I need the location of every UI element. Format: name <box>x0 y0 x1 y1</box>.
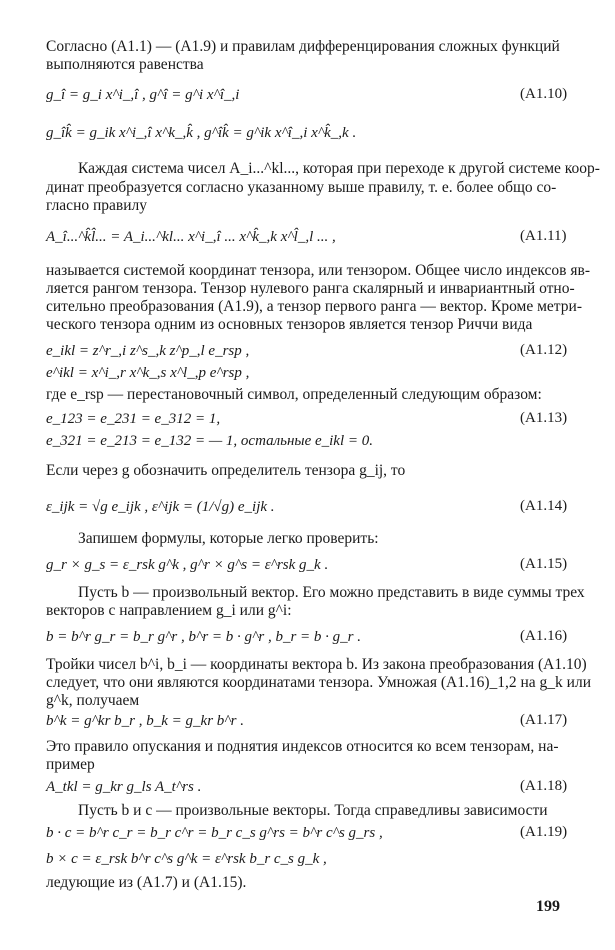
text-line: Каждая система чисел A_i...^kl..., которая при переходе к другой системе коор- <box>78 160 600 177</box>
formula: e^ikl = x^i_,r x^k_,s x^l_,p e^rsp , <box>46 365 250 381</box>
formula: e_321 = e_213 = e_132 = — 1, остальные e_ikl = 0. <box>46 433 373 449</box>
text-line: называется системой координат тензора, или тензором. Общее число индексов яв- <box>46 262 590 279</box>
formula: ε_ijk = √g e_ijk , ε^ijk = (1/√g) e_ijk . <box>46 499 275 515</box>
text-line: Пусть b — произвольный вектор. Его можно представить в виде суммы трех <box>78 584 585 601</box>
formula: e_ikl = z^r_,i z^s_,k z^p_,l e_rsp , <box>46 343 250 359</box>
equation-number: (A1.11) <box>520 228 567 244</box>
equation-number: (A1.19) <box>520 824 568 840</box>
equation-number: (A1.16) <box>520 628 568 644</box>
formula: b · c = b^r c_r = b_r c^r = b_r c_s g^rs = b^r c^s g_rs , <box>46 825 383 841</box>
text-line: Пусть b и c — произвольные векторы. Тогда справедливы зависимости <box>78 802 548 819</box>
formula: b × c = ε_rsk b^r c^s g^k = ε^rsk b_r c_s g_k , <box>46 851 327 867</box>
formula: g_î = g_i x^i_,î , g^î = g^i x^î_,i <box>46 87 240 103</box>
text-line: динат преобразуется согласно указанному выше правилу, т. е. более общо со- <box>46 179 557 196</box>
formula: A_tkl = g_kr g_ls A_t^rs . <box>46 779 202 795</box>
formula: b^k = g^kr b_r , b_k = g_kr b^r . <box>46 713 244 729</box>
text-line: Согласно (A1.1) — (A1.9) и правилам дифференцирования сложных функций <box>46 38 560 55</box>
text-line: g^k, получаем <box>46 692 140 709</box>
text-line: ляется рангом тензора. Тензор нулевого ранга скалярный и инвариантный отно- <box>46 280 575 297</box>
formula: g_îk̂ = g_ik x^i_,î x^k_,k̂ , g^îk̂ = g^ik x^î_,i x^k̂_,k . <box>46 125 357 141</box>
text-line: ческого тензора одним из основных тензоров является тензор Риччи вида <box>46 316 533 333</box>
text-line: пример <box>46 756 95 773</box>
text-line: следует, что они являются координатами тензора. Умножая (A1.16)_1,2 на g_k или <box>46 674 591 691</box>
text-line: Если через g обозначить определитель тензора g_ij, то <box>46 462 406 479</box>
text-line: сительно преобразования (A1.9), а тензор первого ранга — вектор. Кроме метри- <box>46 298 582 315</box>
text-line: выполняются равенства <box>46 56 204 73</box>
text-line: гласно правилу <box>46 197 148 214</box>
page-number: 199 <box>536 898 560 915</box>
equation-number: (A1.13) <box>520 410 568 426</box>
text-line: векторов с направлением g_i или g^i: <box>46 602 292 619</box>
formula: A_î...^k̂l̂... = A_i...^kl... x^i_,î ... x^k̂_,k x^l̂_,l ... , <box>46 229 336 245</box>
formula: e_123 = e_231 = e_312 = 1, <box>46 411 221 427</box>
text-line: Тройки чисел b^i, b_i — координаты вектора b. Из закона преобразования (A1.10) <box>46 656 587 673</box>
equation-number: (A1.10) <box>520 86 568 102</box>
equation-number: (A1.12) <box>520 342 568 358</box>
text-line: ледующие из (A1.7) и (A1.15). <box>46 874 247 891</box>
text-line: Запишем формулы, которые легко проверить: <box>78 530 379 547</box>
formula: g_r × g_s = ε_rsk g^k , g^r × g^s = ε^rsk g_k . <box>46 557 329 573</box>
text-line: где e_rsp — перестановочный символ, определенный следующим образом: <box>46 386 542 403</box>
equation-number: (A1.15) <box>520 556 568 572</box>
equation-number: (A1.18) <box>520 778 568 794</box>
equation-number: (A1.17) <box>520 712 568 728</box>
formula: b = b^r g_r = b_r g^r , b^r = b · g^r , b_r = b · g_r . <box>46 629 361 645</box>
text-line: Это правило опускания и поднятия индексов относится ко всем тензорам, на- <box>46 738 559 755</box>
equation-number: (A1.14) <box>520 498 568 514</box>
